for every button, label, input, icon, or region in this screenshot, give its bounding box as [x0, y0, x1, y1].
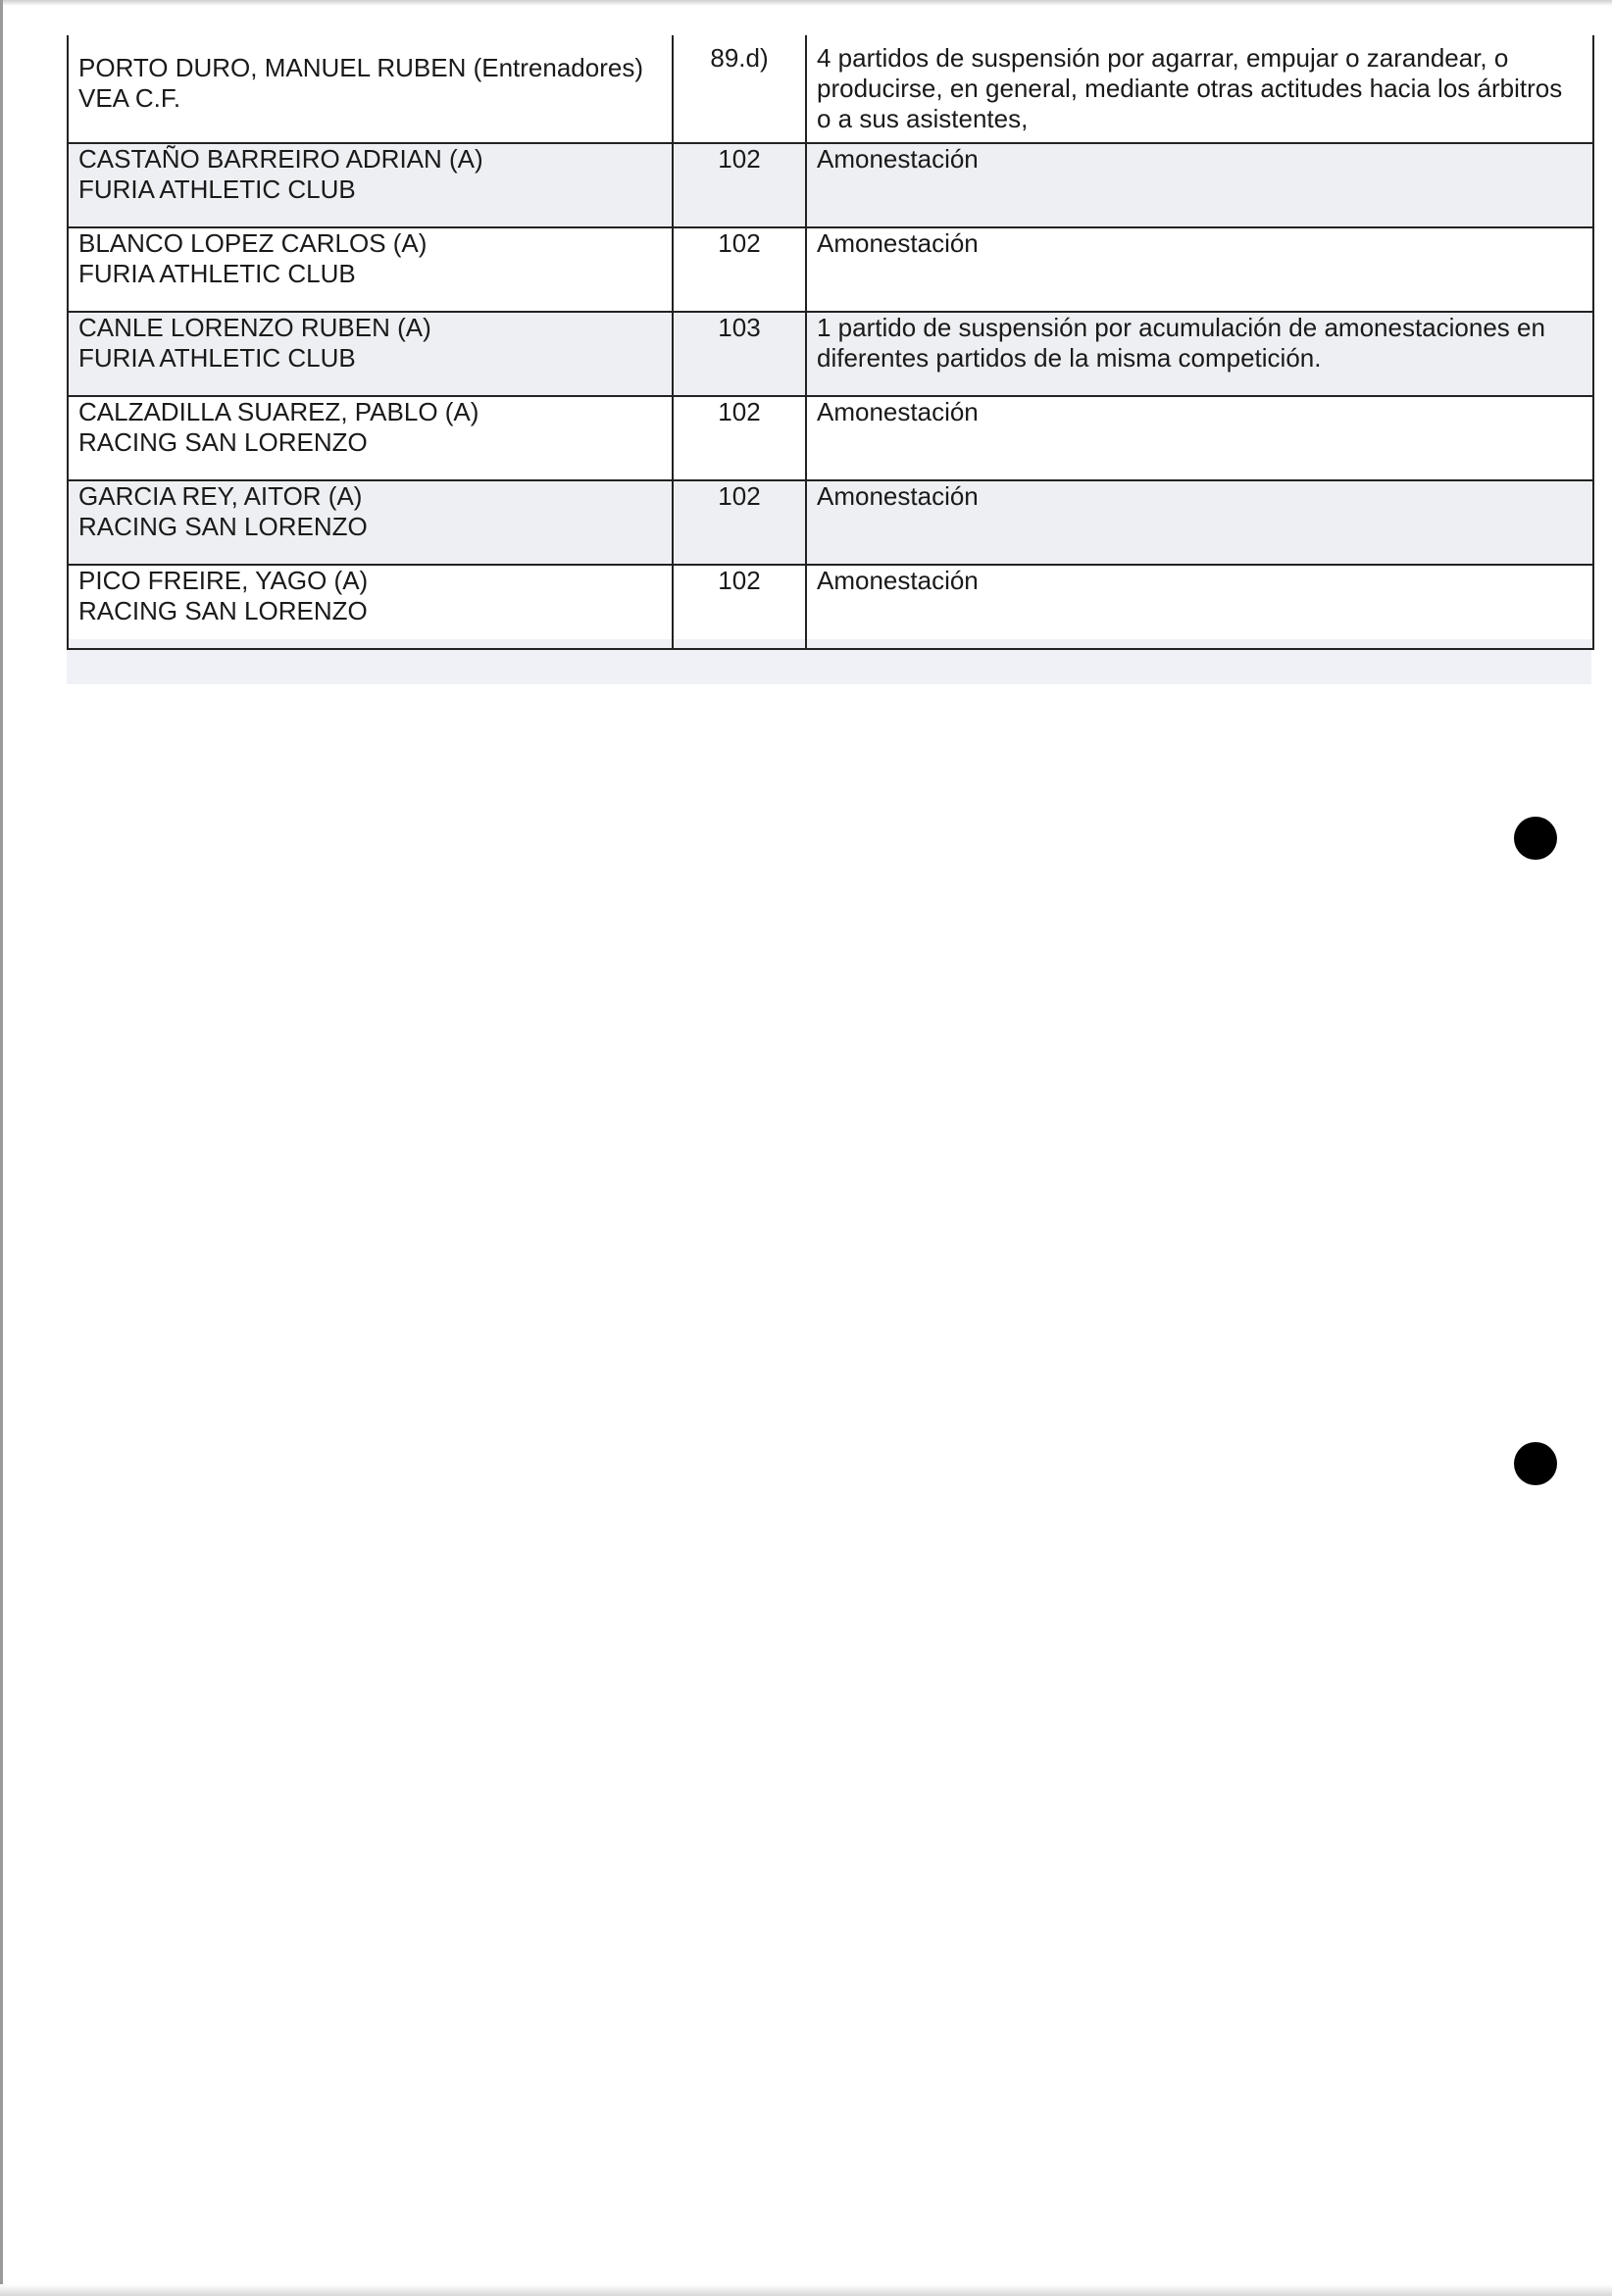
table-row — [68, 143, 1593, 227]
sanction-cell: Amonestación — [806, 227, 1593, 312]
person-name: CANLE LORENZO RUBEN (A) — [78, 313, 431, 342]
punch-hole-bottom — [1514, 1442, 1557, 1485]
sanction-cell: Amonestación — [806, 396, 1593, 480]
sanction-cell: Amonestación — [806, 143, 1593, 227]
person-name: PORTO DURO, MANUEL RUBEN (Entrenadores) — [78, 53, 643, 82]
club-name: RACING SAN LORENZO — [78, 596, 368, 625]
sanction-cell: 4 partidos de suspensión por agarrar, empujar o zarandear, o producirse, en general, mediante otras actitudes hacia los árbitros o a sus asistentes, — [806, 35, 1593, 143]
name-cell — [68, 565, 673, 649]
sanctions-table — [67, 35, 1594, 650]
article-cell: 102 — [673, 227, 806, 312]
name-cell — [68, 480, 673, 565]
club-name: FURIA ATHLETIC CLUB — [78, 175, 356, 204]
person-name: PICO FREIRE, YAGO (A) — [78, 566, 369, 595]
article-cell: 89.d) — [673, 35, 806, 143]
article-cell: 102 — [673, 143, 806, 227]
article-cell: 102 — [673, 480, 806, 565]
club-name: RACING SAN LORENZO — [78, 427, 368, 457]
table-row — [68, 396, 1593, 480]
scan-edge-top — [0, 0, 1612, 6]
club-name: RACING SAN LORENZO — [78, 512, 368, 541]
name-cell — [68, 396, 673, 480]
person-name: CASTAÑO BARREIRO ADRIAN (A) — [78, 144, 483, 174]
name-cell — [68, 312, 673, 396]
person-name: GARCIA REY, AITOR (A) — [78, 481, 363, 511]
club-name: VEA C.F. — [78, 83, 181, 113]
club-name: FURIA ATHLETIC CLUB — [78, 343, 356, 373]
table-row — [68, 227, 1593, 312]
club-name: FURIA ATHLETIC CLUB — [78, 259, 356, 288]
table-row — [68, 312, 1593, 396]
sanction-cell: Amonestación — [806, 480, 1593, 565]
punch-hole-top — [1514, 817, 1557, 860]
person-name: BLANCO LOPEZ CARLOS (A) — [78, 228, 428, 258]
article-cell: 103 — [673, 312, 806, 396]
person-name: CALZADILLA SUAREZ, PABLO (A) — [78, 397, 479, 426]
article-cell: 102 — [673, 565, 806, 649]
sanction-cell: Amonestación — [806, 565, 1593, 649]
scan-edge-left — [0, 0, 3, 2296]
table-row — [68, 480, 1593, 565]
article-cell: 102 — [673, 396, 806, 480]
table-row — [68, 565, 1593, 649]
name-cell — [68, 143, 673, 227]
scan-edge-bottom — [0, 2284, 1612, 2296]
name-cell — [68, 227, 673, 312]
name-cell — [68, 35, 673, 143]
table-row — [68, 35, 1593, 143]
sanction-cell: 1 partido de suspensión por acumulación de amonestaciones en diferentes partidos de la misma competición. — [806, 312, 1593, 396]
